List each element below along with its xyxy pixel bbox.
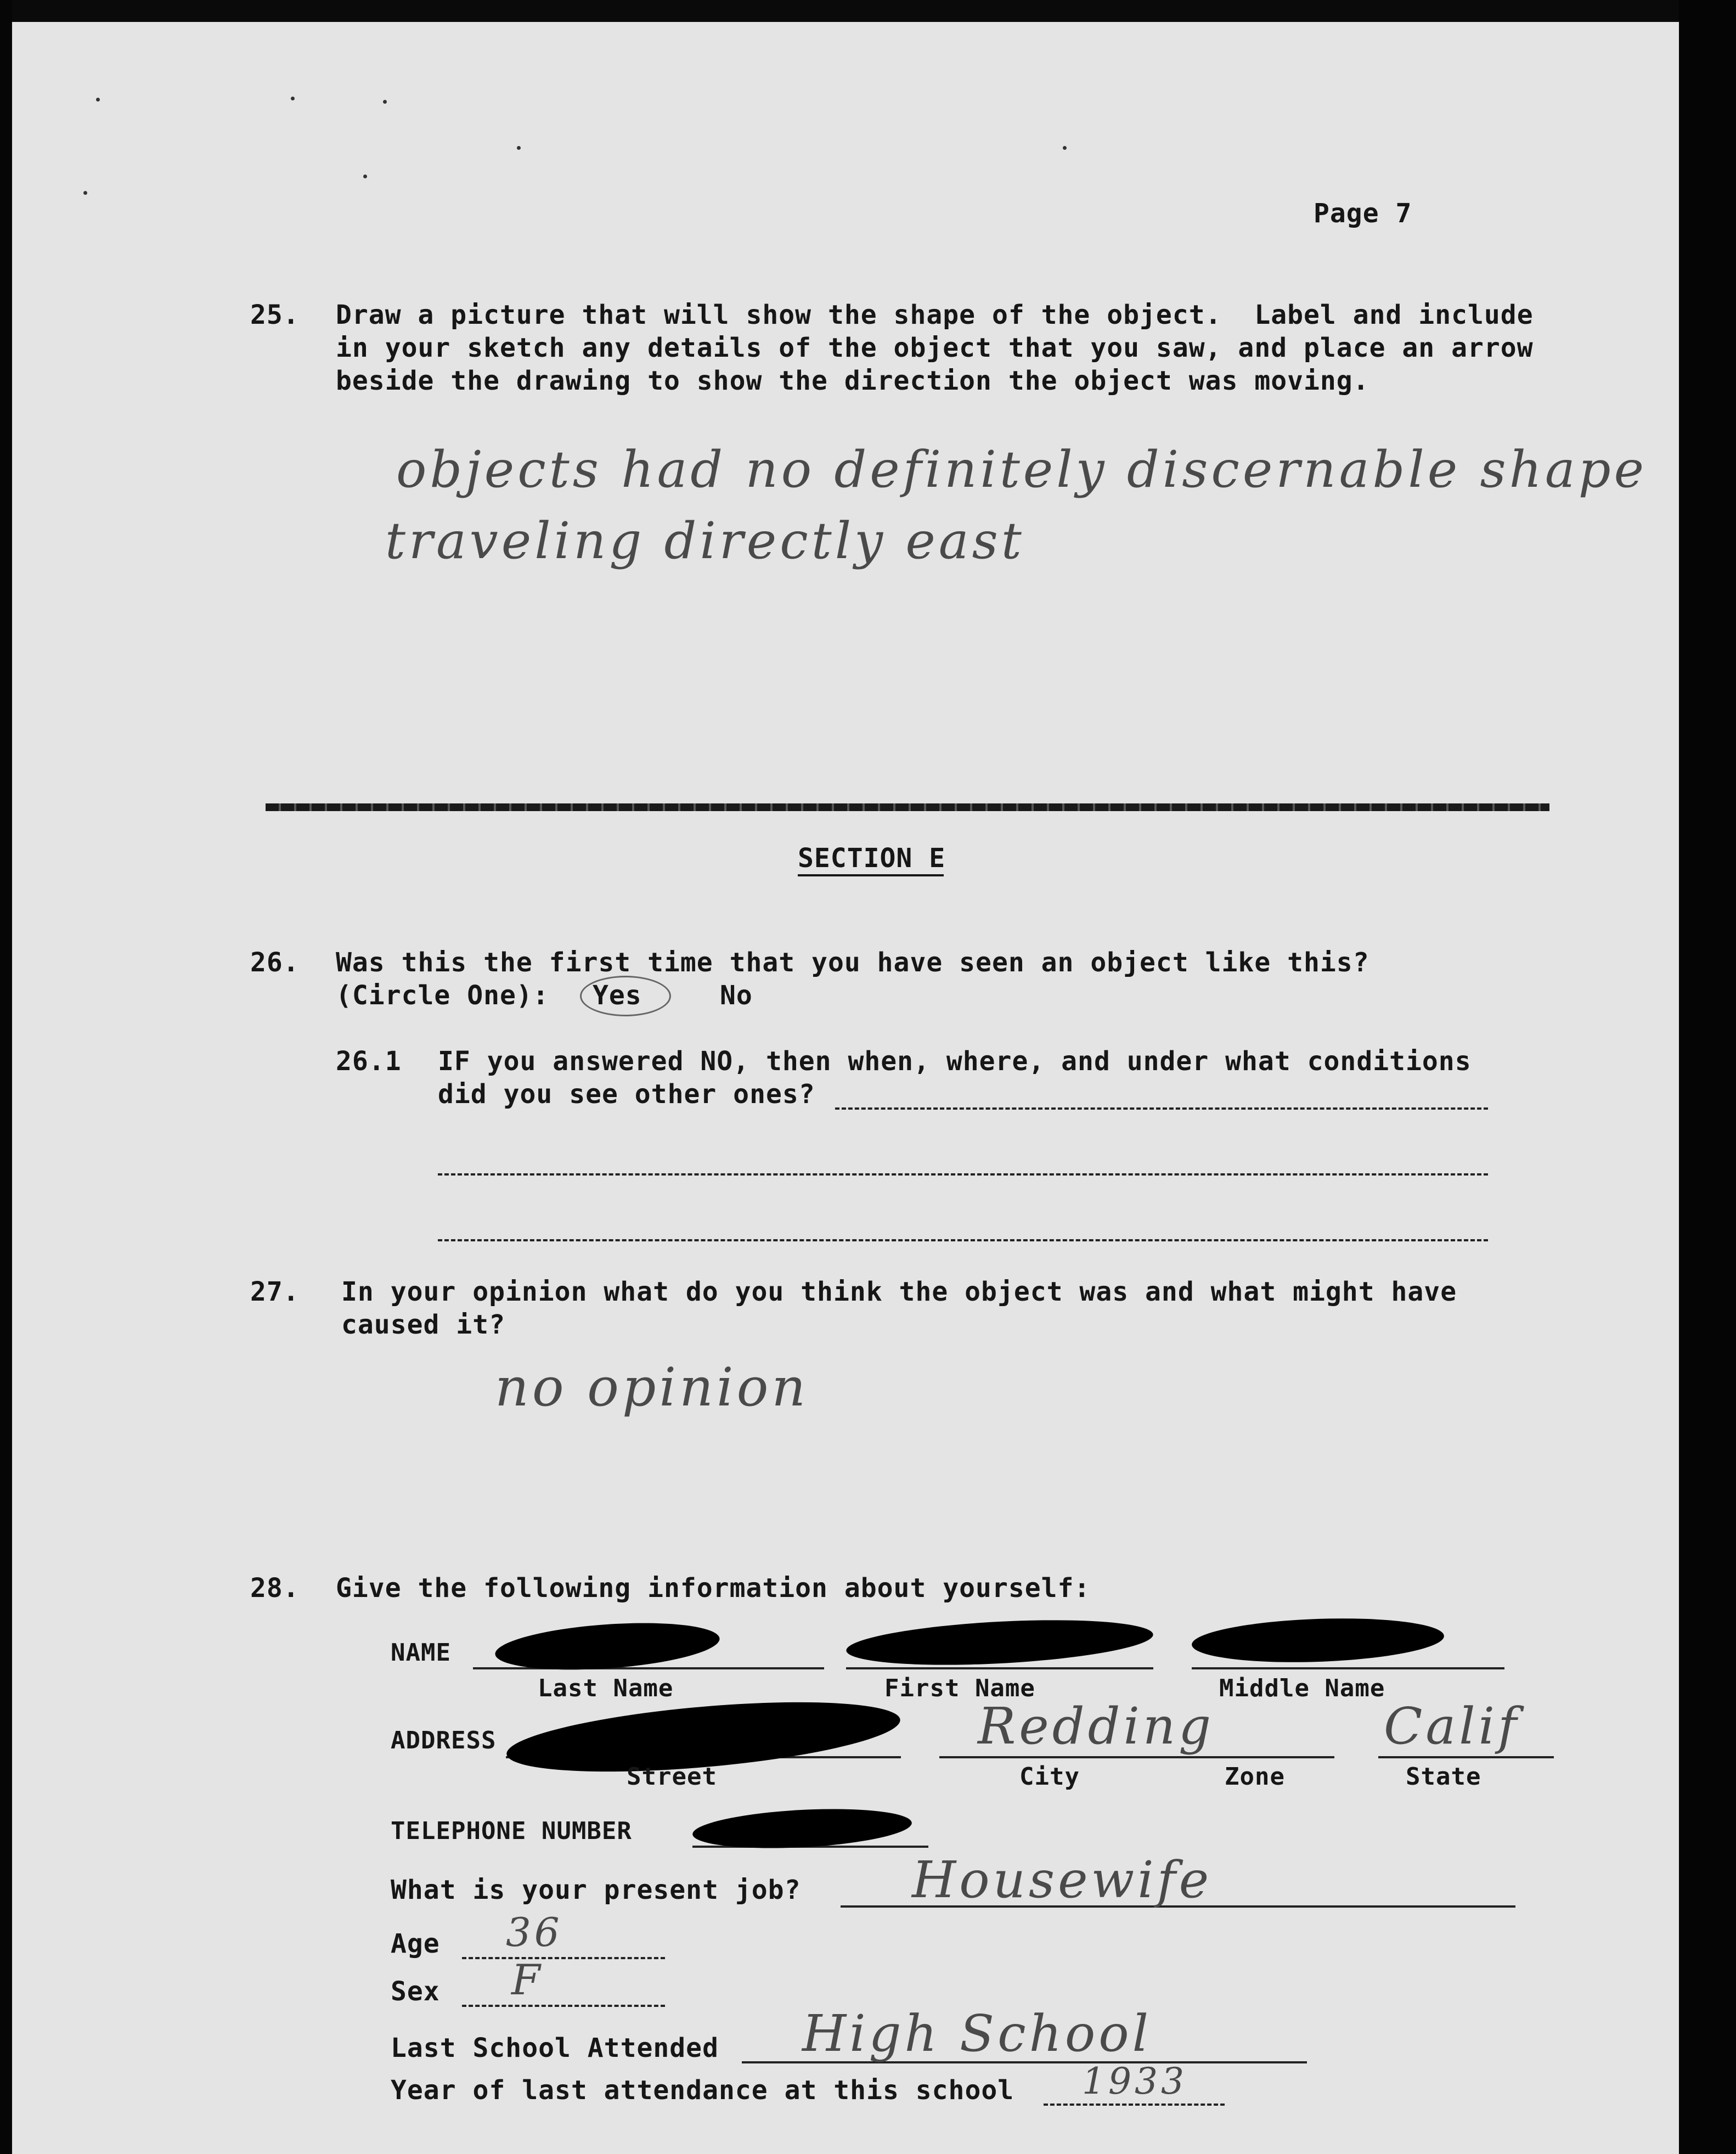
- telephone-label: TELEPHONE NUMBER: [391, 1817, 632, 1845]
- q26-1-number: 26.1: [336, 1046, 402, 1077]
- middle-name-caption: Middle Name: [1219, 1674, 1385, 1702]
- q26-1-text-line-2: did you see other ones?: [438, 1079, 815, 1110]
- scan-speck: [383, 100, 387, 104]
- first-name-line: [846, 1667, 1153, 1669]
- form-page: [12, 22, 1679, 2154]
- q26-1-answer-line-2: [438, 1173, 1488, 1176]
- q26-number: 26.: [250, 947, 300, 978]
- q26-1-text-line-1: IF you answered NO, then when, where, and under what conditions: [438, 1046, 1472, 1077]
- section-title: SECTION E: [798, 843, 946, 874]
- state-handwritten: Calif: [1384, 1697, 1520, 1756]
- q25-text-line-1: Draw a picture that will show the shape of the object. Label and include: [336, 300, 1534, 330]
- scan-border-left: [0, 0, 12, 2154]
- sex-handwritten: F: [511, 1955, 544, 2004]
- q28-text: Give the following information about yourself:: [336, 1573, 1091, 1604]
- state-caption: State: [1406, 1763, 1481, 1791]
- age-line: [462, 1957, 665, 1959]
- zone-caption: Zone: [1225, 1763, 1285, 1791]
- zone-line: [1225, 1756, 1334, 1758]
- name-label: NAME: [391, 1639, 451, 1667]
- middle-name-line: [1192, 1667, 1504, 1669]
- yes-circled-mark: [580, 976, 671, 1016]
- address-label: ADDRESS: [391, 1726, 497, 1754]
- q26-text-line-1: Was this the first time that you have seen an object like this?: [336, 947, 1369, 978]
- section-title-underline: [798, 874, 944, 876]
- scan-border-right: [1679, 0, 1736, 2154]
- job-label: What is your present job?: [391, 1875, 801, 1905]
- sex-label: Sex: [391, 1976, 440, 2007]
- q26-1-answer-line-3: [438, 1239, 1488, 1241]
- q27-text-line-2: caused it?: [341, 1309, 505, 1340]
- sex-line: [462, 2005, 665, 2007]
- last-name-caption: Last Name: [538, 1674, 674, 1702]
- scan-speck: [1063, 146, 1067, 150]
- age-handwritten: 36: [506, 1909, 563, 1955]
- redaction-middle-name: [1191, 1615, 1445, 1666]
- scan-speck: [291, 97, 295, 100]
- q27-text-line-1: In your opinion what do you think the object was and what might have: [341, 1276, 1457, 1307]
- q25-number: 25.: [250, 300, 300, 330]
- age-label: Age: [391, 1928, 440, 1959]
- q25-handwritten-answer-line-1: objects had no definitely discernable shape: [396, 440, 1648, 499]
- job-handwritten: Housewife: [912, 1851, 1213, 1909]
- q27-handwritten-answer: no opinion: [495, 1357, 809, 1418]
- school-handwritten: High School: [802, 2004, 1152, 2063]
- redaction-first-name: [845, 1613, 1154, 1671]
- year-line: [1044, 2104, 1225, 2106]
- city-handwritten: Redding: [978, 1697, 1215, 1756]
- scan-speck: [517, 146, 521, 150]
- year-handwritten: 1933: [1082, 2060, 1187, 2102]
- q26-1-answer-line-1: [835, 1107, 1488, 1110]
- q28-number: 28.: [250, 1573, 300, 1604]
- year-label: Year of last attendance at this school: [391, 2075, 1014, 2106]
- city-caption: City: [1019, 1763, 1080, 1791]
- first-name-caption: First Name: [884, 1674, 1035, 1702]
- q26-option-no: No: [720, 980, 753, 1011]
- street-caption: Street: [627, 1763, 717, 1791]
- scan-speck: [96, 98, 100, 102]
- q26-option-yes: Yes: [593, 980, 642, 1011]
- scan-speck: [83, 191, 87, 195]
- state-line: [1378, 1756, 1554, 1758]
- school-label: Last School Attended: [391, 2033, 719, 2063]
- q27-number: 27.: [250, 1276, 300, 1307]
- q25-text-line-2: in your sketch any details of the object that you saw, and place an arrow: [336, 333, 1534, 363]
- q26-text-line-2: (Circle One):: [336, 980, 549, 1011]
- scan-speck: [363, 175, 367, 178]
- last-name-line: [473, 1667, 824, 1669]
- q25-handwritten-answer-line-2: traveling directly east: [385, 511, 1025, 570]
- page-number: Page 7: [1314, 198, 1412, 229]
- city-line: [939, 1756, 1225, 1758]
- section-divider: [266, 803, 1549, 811]
- q25-text-line-3: beside the drawing to show the direction the object was moving.: [336, 365, 1369, 396]
- scan-border-top: [0, 0, 1736, 22]
